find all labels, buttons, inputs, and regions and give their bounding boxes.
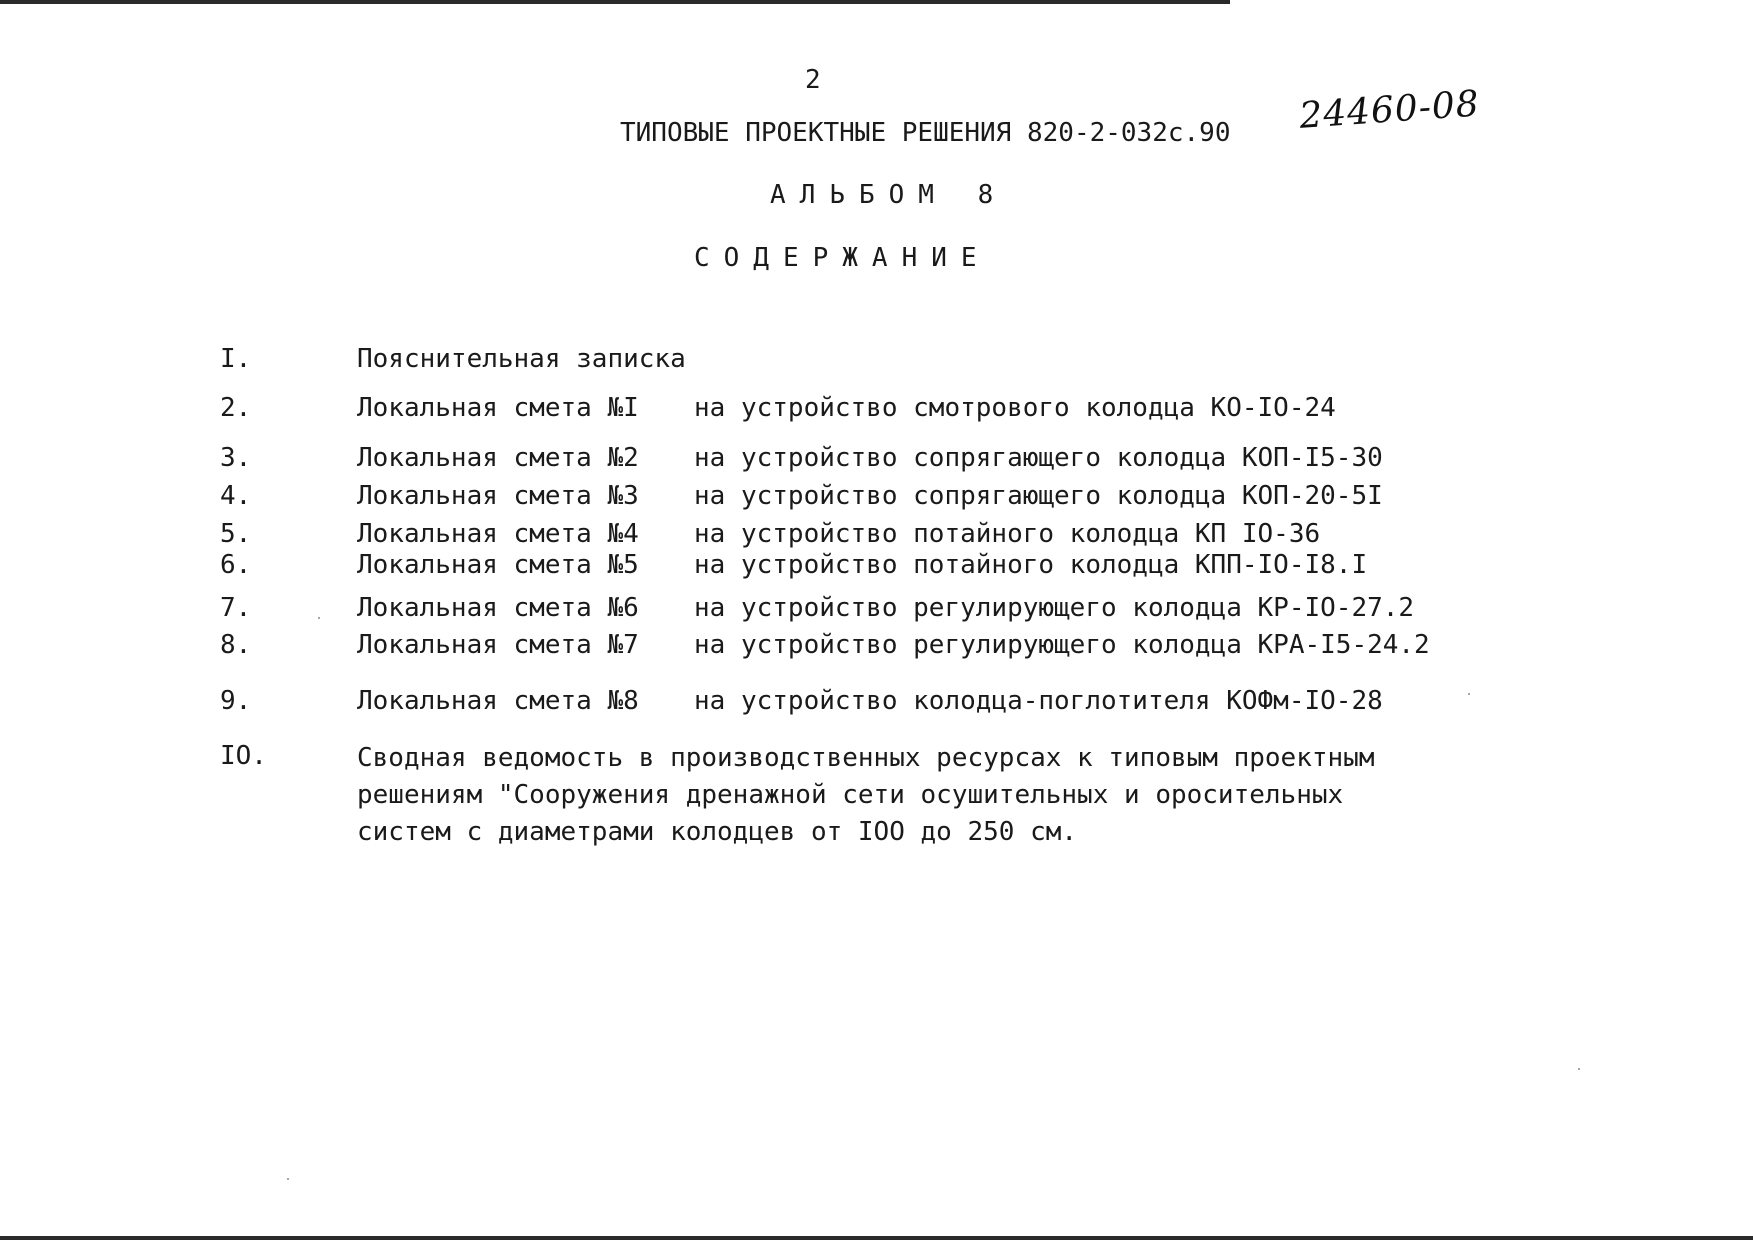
toc-item-description: на устройство регулирующего колодца КР-IО-27.2 <box>694 593 1415 623</box>
scan-speck <box>287 1178 289 1180</box>
toc-item-name: Локальная смета №8 <box>357 686 639 716</box>
toc-item-description: на устройство потайного колодца КПП-IО-I8.I <box>694 550 1368 580</box>
page-number: 2 <box>805 65 821 95</box>
toc-item-description: на устройство смотрового колодца КО-IО-24 <box>694 393 1336 423</box>
handwritten-inventory-code: 24460-08 <box>1298 83 1481 137</box>
toc-item-number: 5. <box>220 519 252 549</box>
toc-item-summary-paragraph <box>357 740 1374 851</box>
toc-item-name: Локальная смета №3 <box>357 481 639 511</box>
toc-item-description: на устройство сопрягающего колодца КОП-I5-30 <box>694 443 1383 473</box>
toc-item-number: IО. <box>220 741 267 771</box>
scan-top-edge-line <box>0 0 1230 4</box>
toc-item-number: 2. <box>220 393 252 423</box>
summary-line: систем с диаметрами колодцев от IОО до 250 см. <box>357 817 1078 847</box>
toc-item-name: Локальная смета №6 <box>357 593 639 623</box>
contents-title: СОДЕРЖАНИЕ <box>694 243 991 273</box>
toc-item-name: Локальная смета №5 <box>357 550 639 580</box>
toc-item-name: Локальная смета №2 <box>357 443 639 473</box>
scan-speck <box>1578 1068 1580 1070</box>
scan-speck <box>1468 693 1470 695</box>
scan-speck <box>318 617 320 619</box>
toc-item-description: на устройство потайного колодца КП IО-36 <box>694 519 1321 549</box>
toc-item-number: 3. <box>220 443 252 473</box>
summary-line: решениям "Сооружения дренажной сети осушительных и оросительных <box>357 780 1344 810</box>
toc-item-description: на устройство сопрягающего колодца КОП-20-5I <box>694 481 1383 511</box>
toc-item-name: Пояснительная записка <box>357 344 686 374</box>
toc-item-name: Локальная смета №4 <box>357 519 639 549</box>
toc-item-number: 9. <box>220 686 252 716</box>
summary-line: Сводная ведомость в производственных ресурсах к типовым проектным <box>357 743 1375 773</box>
toc-item-name: Локальная смета №7 <box>357 630 639 660</box>
toc-item-number: I. <box>220 344 252 374</box>
toc-item-number: 8. <box>220 630 252 660</box>
album-title: АЛЬБОМ 8 <box>770 180 1008 210</box>
toc-item-description: на устройство регулирующего колодца КРА-I5-24.2 <box>694 630 1430 660</box>
toc-item-number: 4. <box>220 481 252 511</box>
toc-item-number: 6. <box>220 550 252 580</box>
toc-item-description: на устройство колодца-поглотителя КОФм-IО-28 <box>694 686 1383 716</box>
series-title: ТИПОВЫЕ ПРОЕКТНЫЕ РЕШЕНИЯ 820-2-032с.90 <box>620 118 1231 148</box>
scan-bottom-edge-line <box>0 1236 1753 1240</box>
toc-item-number: 7. <box>220 593 252 623</box>
toc-item-name: Локальная смета №I <box>357 393 639 423</box>
